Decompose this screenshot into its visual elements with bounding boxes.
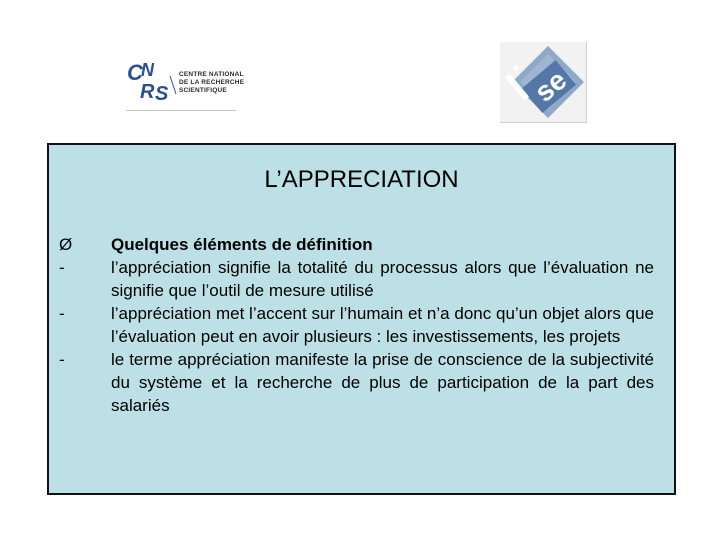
svg-text:S: S xyxy=(155,83,169,104)
ise-logo xyxy=(500,42,587,123)
arrow-bullet-icon: Ø xyxy=(59,235,73,254)
cnrs-logo-line-3: SCIENTIFIQUE xyxy=(179,87,227,94)
list-item-text: l’appréciation signifie la totalité du processus alors que l’évaluation ne signifie que l’outil de mesure utilisé xyxy=(111,258,654,300)
list-item xyxy=(49,348,674,417)
list-item xyxy=(49,233,674,256)
cnrs-logo-line-1: CENTRE NATIONAL xyxy=(179,71,244,78)
svg-text:C: C xyxy=(127,60,143,85)
content-box xyxy=(47,143,676,495)
bullet-list xyxy=(49,233,674,417)
cnrs-logo-line-2: DE LA RECHERCHE xyxy=(179,79,245,86)
svg-text:se: se xyxy=(528,64,573,108)
svg-text:R: R xyxy=(140,81,155,103)
dash-bullet: - xyxy=(59,304,65,323)
list-item-text: le terme appréciation manifeste la prise de conscience de la subjectivité du système et la recherche de plus de participation de la part des salariés xyxy=(111,350,654,415)
ise-logo-mark xyxy=(500,42,586,122)
slide-title: L’APPRECIATION xyxy=(264,166,459,193)
section-heading: Quelques éléments de définition xyxy=(111,235,373,254)
list-item-text: l’appréciation met l’accent sur l’humain et n’a donc qu’un objet alors que l’évaluation peut en avoir plusieurs : les investissements, les projets xyxy=(111,304,654,346)
dash-bullet: - xyxy=(59,350,65,369)
cnrs-logo-text xyxy=(179,71,244,95)
cnrs-logo-mark xyxy=(126,56,178,104)
list-item xyxy=(49,256,674,302)
cnrs-logo xyxy=(126,56,245,111)
dash-bullet: - xyxy=(59,258,65,277)
svg-text:N: N xyxy=(141,60,154,80)
list-item xyxy=(49,302,674,348)
